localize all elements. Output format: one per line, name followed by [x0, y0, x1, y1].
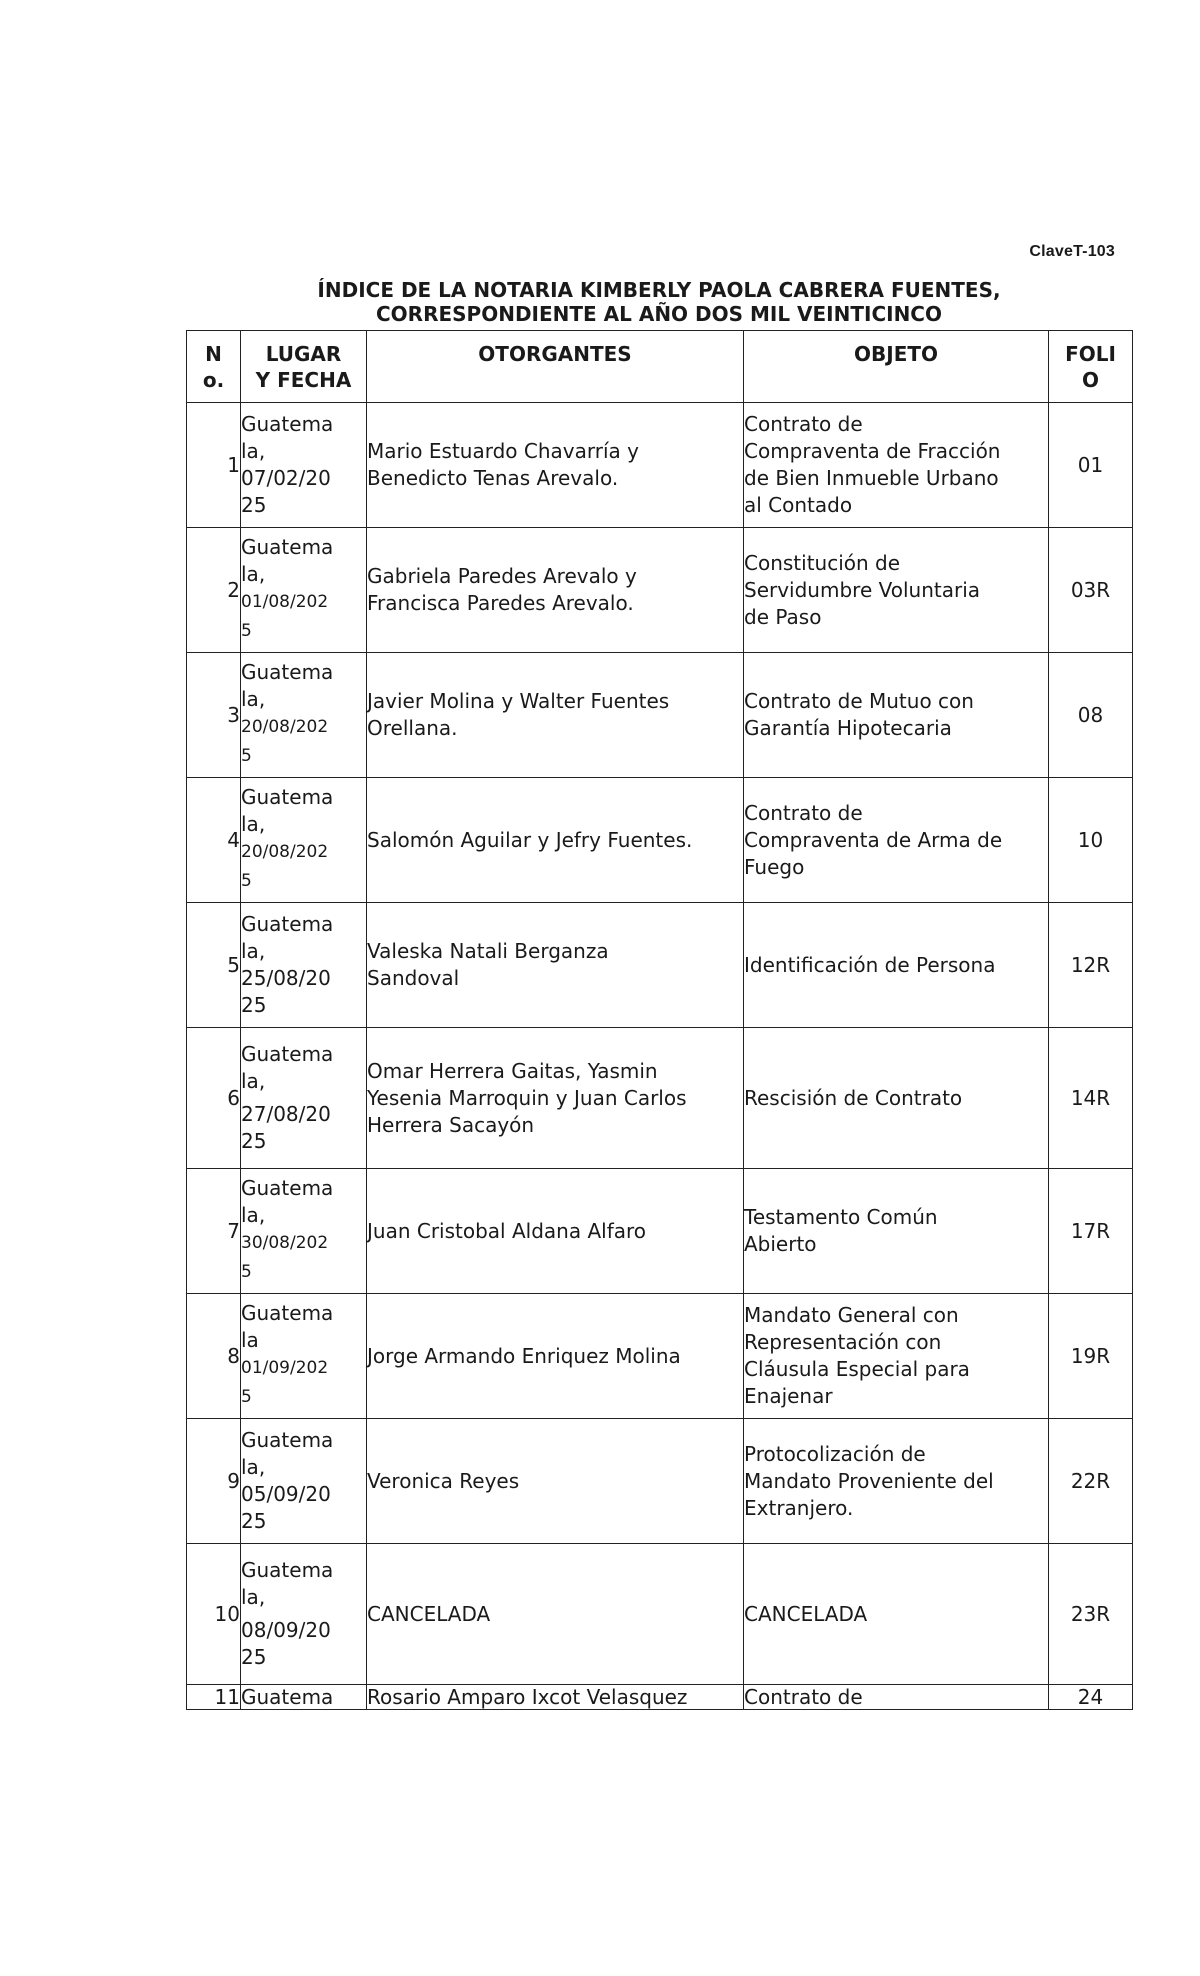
- lugar-text-cont: la,: [241, 562, 266, 586]
- lugar-text: Guatema: [241, 1685, 334, 1709]
- cell-otorgantes: [367, 1028, 744, 1169]
- lugar-text: Guatema: [241, 1176, 334, 1200]
- fecha-text: 05/09/20: [241, 1482, 331, 1506]
- lugar-text: Guatema: [241, 660, 334, 684]
- fecha-text-cont: 25: [241, 1509, 267, 1533]
- cell-otorgantes: [367, 528, 744, 653]
- objeto-line: Contrato de: [744, 1685, 863, 1709]
- cell-folio: 22R: [1049, 1419, 1133, 1544]
- lugar-text-cont: la,: [241, 939, 266, 963]
- lugar-text: Guatema: [241, 1428, 334, 1452]
- table-row: [187, 1169, 1133, 1294]
- cell-lugar-fecha: [241, 403, 367, 528]
- otorgantes-line: Francisca Paredes Arevalo.: [367, 591, 634, 615]
- header-objeto: OBJETO: [744, 331, 1049, 403]
- cell-otorgantes: [367, 1169, 744, 1294]
- cell-no: 7: [187, 1169, 241, 1294]
- cell-objeto: [744, 1685, 1049, 1710]
- fecha-text-cont: 25: [241, 493, 267, 517]
- fecha-text-cont: 5: [241, 746, 252, 766]
- otorgantes-line: Valeska Natali Berganza: [367, 939, 609, 963]
- lugar-text: Guatema: [241, 912, 334, 936]
- cell-lugar-fecha: [241, 1544, 367, 1685]
- lugar-text: Guatema: [241, 1558, 334, 1582]
- cell-lugar-fecha: [241, 528, 367, 653]
- otorgantes-line: Orellana.: [367, 716, 458, 740]
- header-no-line-2: o.: [202, 367, 225, 392]
- lugar-text-cont: la,: [241, 687, 266, 711]
- objeto-line: Identificación de Persona: [744, 952, 996, 977]
- table-header-row: [187, 331, 1133, 403]
- cell-objeto: [744, 1419, 1049, 1544]
- cell-no: 11: [187, 1685, 241, 1710]
- cell-lugar-fecha: [241, 778, 367, 903]
- fecha-text: 01/09/202: [241, 1358, 329, 1378]
- objeto-line: Contrato de Mutuo con: [744, 689, 974, 713]
- fecha-text-cont: 5: [241, 621, 252, 641]
- objeto-line: Testamento Común: [744, 1205, 938, 1229]
- cell-no: 1: [187, 403, 241, 528]
- cell-folio: 14R: [1049, 1028, 1133, 1169]
- cell-folio: 10: [1049, 778, 1133, 903]
- table-body: [187, 403, 1133, 1710]
- lugar-text: Guatema: [241, 535, 334, 559]
- header-no: [187, 331, 241, 403]
- objeto-line: Compraventa de Fracción: [744, 439, 1001, 463]
- lugar-text-cont: la: [241, 1328, 259, 1352]
- header-lugar-line-1: LUGAR: [265, 341, 342, 366]
- table-row: [187, 903, 1133, 1028]
- table-row: [187, 403, 1133, 528]
- cell-no: 5: [187, 903, 241, 1028]
- lugar-text-cont: la,: [241, 1585, 266, 1609]
- otorgantes-line: Javier Molina y Walter Fuentes: [367, 689, 670, 713]
- cell-lugar-fecha: [241, 653, 367, 778]
- index-table: [186, 330, 1133, 1710]
- otorgantes-line: Rosario Amparo Ixcot Velasquez: [367, 1685, 688, 1709]
- cell-otorgantes: [367, 1544, 744, 1685]
- cell-objeto: [744, 528, 1049, 653]
- lugar-text: Guatema: [241, 412, 334, 436]
- cell-folio: 12R: [1049, 903, 1133, 1028]
- otorgantes-line: Benedicto Tenas Arevalo.: [367, 466, 619, 490]
- cell-objeto: [744, 778, 1049, 903]
- title-line-2: CORRESPONDIENTE AL AÑO DOS MIL VEINTICINCO: [376, 302, 942, 326]
- table-row: [187, 528, 1133, 653]
- lugar-text-cont: la,: [241, 1455, 266, 1479]
- lugar-text-cont: la,: [241, 1069, 266, 1093]
- objeto-line: CANCELADA: [744, 1601, 868, 1626]
- fecha-text: 20/08/202: [241, 842, 329, 862]
- cell-folio: 08: [1049, 653, 1133, 778]
- title-line-1: ÍNDICE DE LA NOTARIA KIMBERLY PAOLA CABRERA FUENTES,: [317, 278, 1001, 302]
- lugar-text-cont: la,: [241, 1203, 266, 1227]
- header-lugar-fecha: [241, 331, 367, 403]
- fecha-text-cont: 5: [241, 1387, 252, 1407]
- objeto-line: Mandato Proveniente del: [744, 1468, 994, 1493]
- objeto-line: Representación con: [744, 1330, 942, 1354]
- objeto-line: Mandato General con: [744, 1303, 959, 1327]
- document-title: [186, 278, 1132, 326]
- lugar-text-cont: la,: [241, 439, 266, 463]
- table-row: [187, 1294, 1133, 1419]
- cell-otorgantes: [367, 1685, 744, 1710]
- fecha-text-cont: 25: [241, 1645, 267, 1669]
- cell-no: 3: [187, 653, 241, 778]
- cell-no: 8: [187, 1294, 241, 1419]
- lugar-text: Guatema: [241, 1042, 334, 1066]
- otorgantes-line: CANCELADA: [367, 1601, 491, 1626]
- cell-objeto: [744, 1294, 1049, 1419]
- cell-objeto: [744, 1028, 1049, 1169]
- fecha-text: 30/08/202: [241, 1233, 329, 1253]
- cell-objeto: [744, 653, 1049, 778]
- objeto-line: Fuego: [744, 854, 805, 879]
- fecha-text: 27/08/20: [241, 1102, 331, 1126]
- objeto-line: de Bien Inmueble Urbano: [744, 466, 999, 490]
- header-folio: [1049, 331, 1133, 403]
- fecha-text-cont: 5: [241, 1262, 252, 1282]
- cell-no: 6: [187, 1028, 241, 1169]
- lugar-text-cont: la,: [241, 812, 266, 836]
- objeto-line: Extranjero.: [744, 1495, 854, 1520]
- otorgantes-line: Juan Cristobal Aldana Alfaro: [367, 1218, 647, 1243]
- otorgantes-line: Omar Herrera Gaitas, Yasmin: [367, 1058, 658, 1083]
- fecha-text-cont: 25: [241, 993, 267, 1017]
- objeto-line: Constitución de: [744, 550, 901, 575]
- cell-objeto: [744, 1169, 1049, 1294]
- header-no-line-1: N: [205, 341, 222, 366]
- cell-no: 4: [187, 778, 241, 903]
- cell-otorgantes: [367, 403, 744, 528]
- cell-no: 9: [187, 1419, 241, 1544]
- fecha-text: 01/08/202: [241, 592, 329, 612]
- objeto-line: Cláusula Especial para: [744, 1357, 970, 1381]
- objeto-line: Contrato de: [744, 800, 863, 825]
- header-folio-line-1: FOLI: [1065, 341, 1116, 366]
- fecha-text: 20/08/202: [241, 717, 329, 737]
- cell-folio: 17R: [1049, 1169, 1133, 1294]
- objeto-line: Compraventa de Arma de: [744, 827, 1003, 852]
- objeto-line: de Paso: [744, 604, 822, 629]
- objeto-line: Servidumbre Voluntaria: [744, 577, 981, 602]
- cell-folio: 24: [1049, 1685, 1133, 1710]
- cell-lugar-fecha: [241, 1294, 367, 1419]
- fecha-text: 07/02/20: [241, 466, 331, 490]
- table-row: [187, 1028, 1133, 1169]
- cell-objeto: [744, 903, 1049, 1028]
- cell-otorgantes: [367, 653, 744, 778]
- lugar-text: Guatema: [241, 1301, 334, 1325]
- otorgantes-line: Yesenia Marroquin y Juan Carlos: [367, 1085, 687, 1110]
- document-code: ClaveT-103: [1029, 243, 1115, 260]
- header-otorgantes: OTORGANTES: [367, 331, 744, 403]
- fecha-text-cont: 5: [241, 871, 252, 891]
- cell-otorgantes: [367, 1419, 744, 1544]
- lugar-text: Guatema: [241, 785, 334, 809]
- cell-objeto: [744, 1544, 1049, 1685]
- table-row: [187, 1544, 1133, 1685]
- objeto-line: al Contado: [744, 493, 853, 517]
- cell-folio: 03R: [1049, 528, 1133, 653]
- fecha-text: 25/08/20: [241, 966, 331, 990]
- cell-folio: 23R: [1049, 1544, 1133, 1685]
- cell-folio: 01: [1049, 403, 1133, 528]
- objeto-line: Protocolización de: [744, 1441, 926, 1466]
- otorgantes-line: Veronica Reyes: [367, 1468, 520, 1493]
- cell-lugar-fecha: [241, 903, 367, 1028]
- header-lugar-line-2: Y FECHA: [255, 367, 352, 392]
- cell-no: 2: [187, 528, 241, 653]
- cell-lugar-fecha: [241, 1169, 367, 1294]
- otorgantes-line: Mario Estuardo Chavarría y: [367, 439, 639, 463]
- objeto-line: Abierto: [744, 1232, 817, 1256]
- fecha-text-cont: 25: [241, 1129, 267, 1153]
- table-row: [187, 1685, 1133, 1710]
- objeto-line: Garantía Hipotecaria: [744, 716, 952, 740]
- cell-otorgantes: [367, 1294, 744, 1419]
- cell-lugar-fecha: [241, 1419, 367, 1544]
- table-row: [187, 653, 1133, 778]
- otorgantes-line: Jorge Armando Enriquez Molina: [367, 1343, 681, 1368]
- cell-objeto: [744, 403, 1049, 528]
- cell-otorgantes: [367, 903, 744, 1028]
- otorgantes-line: Salomón Aguilar y Jefry Fuentes.: [367, 827, 693, 852]
- cell-folio: 19R: [1049, 1294, 1133, 1419]
- header-folio-line-2: O: [1081, 367, 1099, 392]
- objeto-line: Contrato de: [744, 412, 863, 436]
- objeto-line: Enajenar: [744, 1384, 833, 1408]
- fecha-text: 08/09/20: [241, 1618, 331, 1642]
- cell-no: 10: [187, 1544, 241, 1685]
- otorgantes-line: Sandoval: [367, 966, 460, 990]
- cell-otorgantes: [367, 778, 744, 903]
- cell-lugar-fecha: [241, 1685, 367, 1710]
- table-row: [187, 1419, 1133, 1544]
- cell-lugar-fecha: [241, 1028, 367, 1169]
- otorgantes-line: Herrera Sacayón: [367, 1112, 535, 1137]
- otorgantes-line: Gabriela Paredes Arevalo y: [367, 564, 637, 588]
- table-row: [187, 778, 1133, 903]
- objeto-line: Rescisión de Contrato: [744, 1085, 963, 1110]
